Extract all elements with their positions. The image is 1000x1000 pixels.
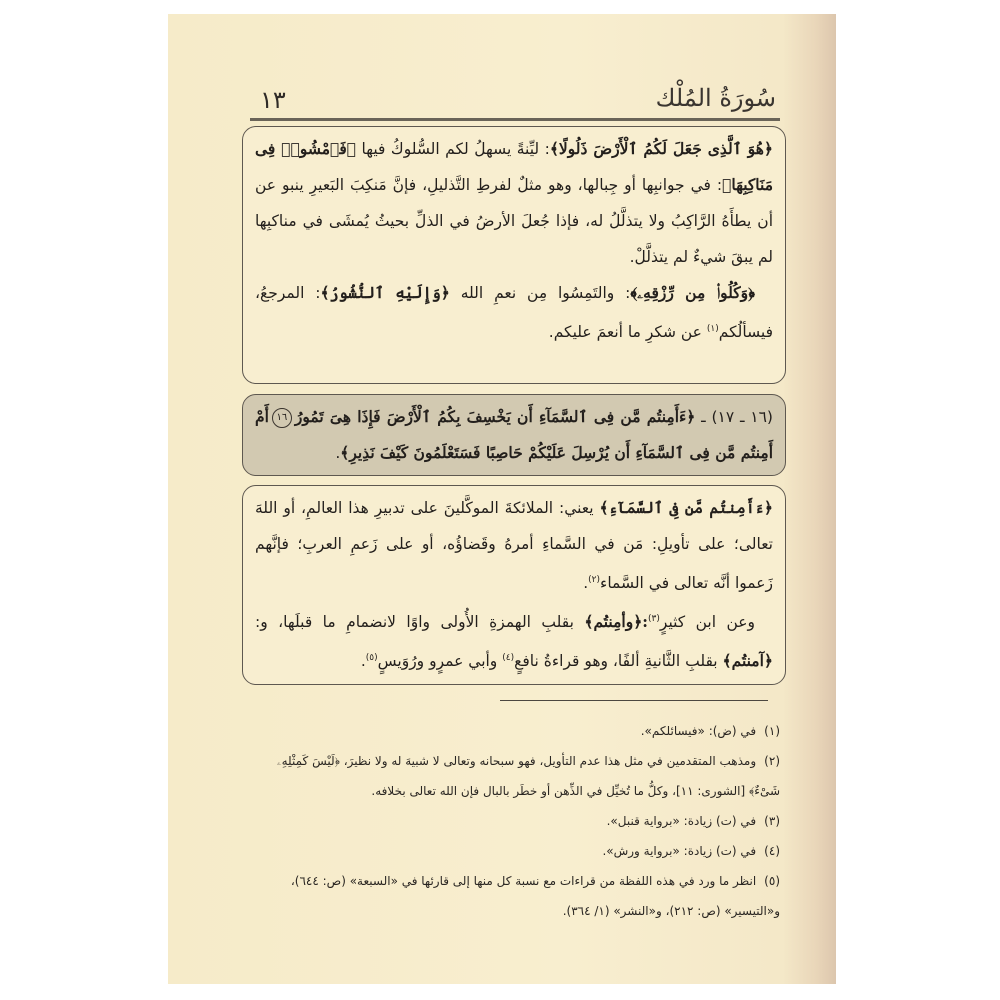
footnote-text: في (ت) زيادة: «برواية ورش». [602,844,757,858]
quran-quote: ﴿ءَأَمِنتُم مَّن فِى ٱلسَّمَآءِ﴾ [599,498,773,517]
commentary-text: بقلبِ الهمزةِ الأُولى واوًا لانضمامِ ما قبلَها، و: [255,613,585,632]
quran-quote: ﴿هُوَ ٱلَّذِى جَعَلَ لَكُمُ ٱلْأَرْضَ ذَلُولًا﴾ [549,139,773,158]
footnote-ref: (٤) [502,653,515,664]
surah-title: سُورَةُ المُلْك [655,84,776,112]
commentary-text: . [360,652,366,671]
quran-quote: ﴿فَٱمْشُوا۟ فِى مَنَاكِبِهَا﴾ [255,139,773,194]
commentary-paragraph [255,490,773,601]
footnotes [250,716,780,926]
quran-quote: ﴿آمنتُم﴾ [722,651,773,671]
verse-range: (١٦ ـ ١٧) ـ [695,408,773,426]
footnote-1 [250,716,780,746]
page-number: ١٣ [260,86,286,114]
footnote-text: انظر ما ورد في هذه اللفظة من قراءات مع نسبة كل منها إلى قارئها في «السبعة» (ص: ٦٤٤)، و«التيسير» (ص: ٢١٢)، و«النشر» (١/ ٣٦٤). [290,874,780,918]
quran-verse: ﴿ءَأَمِنتُم مَّن فِى ٱلسَّمَآءِ أَن يَخْسِفَ بِكُمُ ٱلْأَرْضَ فَإِذَا هِىَ تَمُورُ [294,407,696,426]
ayah-number-marker: ١٦ [272,408,292,428]
footnote-2 [250,746,780,806]
verse-end: . [335,444,341,462]
commentary-text: : المرجعُ، فيسألُكم [255,284,773,342]
quran-quote: ﴿وَكُلُوا۟ مِن رِّزْقِهِۦ﴾ [630,283,755,302]
commentary-text: : في جوانبِها أو جِبالها، وهو مثلٌ لفرطِ التَّذليلِ، فإنَّ مَنكِبَ البَعيرِ ينبو عن أن يطأَهُ الرَّاكِبُ ولا يتذلَّلُ له، فإذا جُعلَ الأرضُ في الذلِّ بحيثُ يُمشَى في مناكبِها لم يبقَ شيءٌ لم يتذلَّلْ. [255,176,773,266]
commentary-box-2 [242,485,786,685]
quran-quote: ﴿وَإِلَيْهِ ٱلنُّشُورُ﴾ [320,283,450,302]
footnote-text: ومذهب المتقدمين في مثل هذا عدم التأويل، فهو سبحانه وتعالى لا شبيهَ له ولا نظيرَ، ﴿لَيْسَ كَمِثْلِهِۦ شَىْءٌ﴾ [الشورى: ١١]، وكلُّ ما تُخيِّل في الذِّهن أو خطَر بالبال فإن الله تعالى بخلافه. [277,754,780,798]
footnote-separator [500,700,768,701]
footnote-ref: (٢) [588,575,601,585]
commentary-text: : والتَمِسُوا مِن نعمِ الله [449,284,631,302]
footnote-text: في (ض): «فيسائلكم». [640,724,757,738]
footnote-4 [250,836,780,866]
commentary-text: يعني: الملائكةَ الموكَّلينَ على تدبيرِ هذا العالمِ، أو اللهَ تعالى؛ على تأويلِ: مَن في السَّماءِ أمرهُ وقَضاؤُه، أو على زَعمِ العربِ؛ فإنَّهم زَعموا أنَّه تعالى في السَّماء [255,499,773,593]
commentary-text: . [583,574,589,593]
footnote-5 [250,866,780,926]
book-page [168,14,836,984]
quran-quote: :﴿وأمِنتُم﴾ [584,612,649,632]
footnote-number: (٣) [764,814,780,828]
footnote-number: (١) [764,724,780,738]
footnote-text: في (ت) زيادة: «برواية قنبل». [606,814,757,828]
footnote-ref: (٣) [648,614,660,625]
commentary-text: وأبي عمرٍو ورُوَيسٍ [377,652,503,671]
commentary-text: بقلبِ الثَّانيةِ ألفًا، وهو قراءةُ نافعٍ [514,652,723,671]
commentary-paragraph [255,275,773,350]
verse-paragraph [255,399,773,471]
commentary-paragraph [255,601,773,679]
footnote-number: (٤) [764,844,780,858]
quran-verse: أَمْ أَمِنتُم مَّن فِى ٱلسَّمَآءِ أَن يُرْسِلَ عَلَيْكُمْ حَاصِبًا فَسَتَعْلَمُونَ كَيْفَ نَذِيرِ﴾ [255,407,773,462]
page-header [250,84,780,121]
commentary-text: : ليِّنةً يسهلُ لكم السُّلوكُ فيها [356,140,550,158]
commentary-paragraph [255,131,773,275]
commentary-box-1 [242,126,786,384]
footnote-ref: (١) [706,324,719,334]
footnote-ref: (٥) [365,653,378,664]
commentary-text: عن شكرِ ما أنعمَ عليكم. [548,323,707,342]
footnote-number: (٢) [764,754,780,768]
footnote-3 [250,806,780,836]
commentary-text: وعن ابن كثيرٍ [659,613,755,632]
footnote-number: (٥) [764,874,780,888]
verse-box [242,394,786,476]
